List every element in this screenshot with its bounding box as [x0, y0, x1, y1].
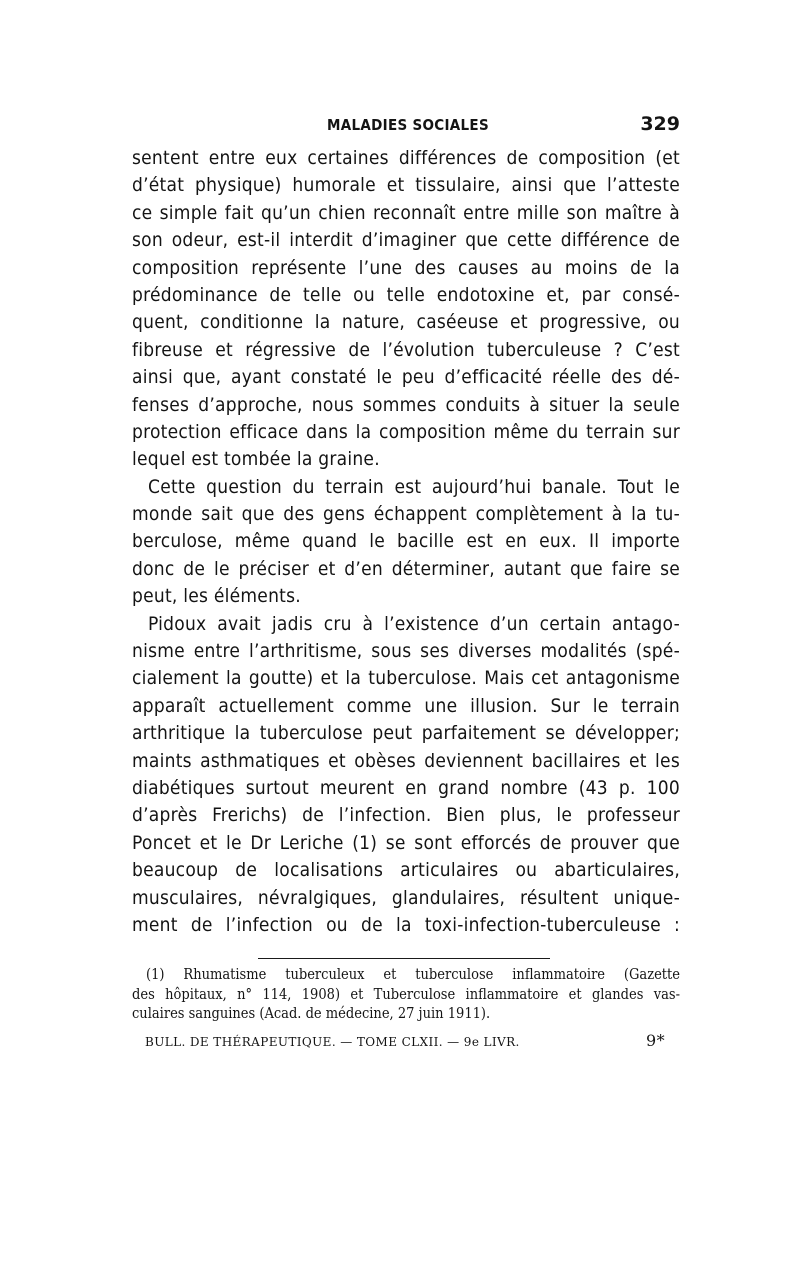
text-line: sentent entre eux certaines différences de composition (et [132, 147, 680, 169]
text-line: protection efficace dans la composition même du terrain sur [132, 420, 680, 443]
text-line: fenses d’approche, nous sommes conduits à situer la seule [132, 393, 680, 416]
text-line: donc de le préciser et d’en déterminer, autant que faire se [132, 557, 680, 580]
text-line: Pidoux avait jadis cru à l’existence d’un certain antago- [148, 612, 680, 635]
text-line: arthritique la tuberculose peut parfaitement se développer; [132, 722, 680, 745]
text-line: lequel est tombée la graine. [132, 448, 380, 471]
text-line: d’état physique) humorale et tissulaire, ainsi que l’atteste [132, 174, 680, 197]
text-line: apparaît actuellement comme une illusion. Sur le terrain [132, 694, 680, 717]
text-line: peut, les éléments. [132, 585, 301, 608]
text-line: prédominance de telle ou telle endotoxine et, par consé- [132, 283, 680, 306]
journal-reference: BULL. DE THÉRAPEUTIQUE. — TOME CLXII. — 9e LIVR. [145, 1035, 520, 1049]
text-line: maints asthmatiques et obèses deviennent bacillaires et les [132, 749, 680, 772]
text-line: fibreuse et régressive de l’évolution tuberculeuse ? C’est [132, 338, 680, 361]
footnote-divider [258, 958, 550, 959]
text-line: diabétiques surtout meurent en grand nombre (43 p. 100 [132, 776, 680, 799]
footnote-line: (1) Rhumatisme tuberculeux et tuberculose inflammatoire (Gazette [146, 967, 680, 983]
signature-mark: 9* [646, 1031, 665, 1050]
footnote-line: des hôpitaux, n° 114, 1908) et Tuberculose inflammatoire et glandes vas- [132, 986, 680, 1003]
text-line: son odeur, est-il interdit d’imaginer que cette différence de [132, 229, 680, 252]
text-line: quent, conditionne la nature, caséeuse et progressive, ou [132, 311, 680, 334]
text-line: ce simple fait qu’un chien reconnaît entre mille son maître à [132, 201, 680, 224]
text-line: Cette question du terrain est aujourd’hui banale. Tout le [148, 475, 680, 498]
text-line: composition représente l’une des causes au moins de la [132, 256, 680, 279]
text-line: Poncet et le Dr Leriche (1) se sont efforcés de prouver que [132, 831, 680, 854]
running-title: MALADIES SOCIALES [327, 116, 489, 134]
text-line: nisme entre l’arthritisme, sous ses diverses modalités (spé- [132, 640, 680, 663]
running-header [132, 113, 680, 143]
text-line: beaucoup de localisations articulaires ou abarticulaires, [132, 859, 680, 882]
page-footer [145, 1031, 665, 1053]
main-text [132, 145, 680, 939]
text-line: berculose, même quand le bacille est en eux. Il importe [132, 530, 680, 553]
text-line: ainsi que, ayant constaté le peu d’efficacité réelle des dé- [132, 366, 680, 389]
text-line: monde sait que des gens échappent complètement à la tu- [132, 503, 680, 526]
text-line: d’après Frerichs) de l’infection. Bien plus, le professeur [132, 804, 680, 827]
text-line: cialement la goutte) et la tuberculose. Mais cet antagonisme [132, 667, 680, 690]
text-line: ment de l’infection ou de la toxi-infection-tuberculeuse : [132, 913, 680, 936]
footnote [132, 966, 680, 1025]
footnote-line: culaires sanguines (Acad. de médecine, 27 juin 1911). [132, 1006, 491, 1023]
page-number: 329 [640, 113, 680, 135]
text-line: musculaires, névralgiques, glandulaires, résultent unique- [132, 886, 680, 909]
